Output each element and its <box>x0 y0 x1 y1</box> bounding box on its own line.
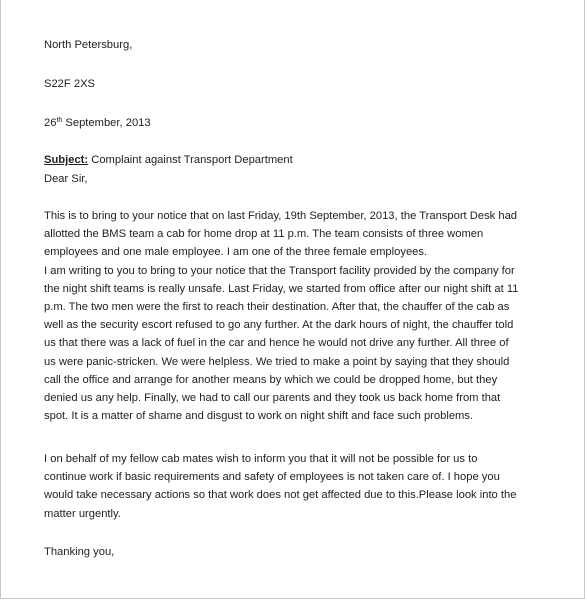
paragraph-line: continue work if basic requirements and safety of employees is not taken care of. I hope you <box>44 471 500 484</box>
address-postcode: S22F 2XS <box>44 78 95 90</box>
address-city: North Petersburg, <box>44 39 133 51</box>
paragraph-1 <box>44 207 519 425</box>
paragraph-line: spot. It is a matter of shame and disgust to work on night shift and face such problems. <box>44 410 474 423</box>
paragraph-line: p.m. The two men were the first to reach their destination. After that, the chauffer of the cab as <box>44 301 510 314</box>
paragraph-line: I am writing to you to bring to your notice that the Transport facility provided by the company for <box>44 264 515 277</box>
paragraph-line: This is to bring to your notice that on last Friday, 19th September, 2013, the Transport Desk had <box>44 210 518 222</box>
paragraph-line: call the office and arrange for another means by which we could be dropped home, but they <box>44 373 498 386</box>
date-rest: September, 2013 <box>62 117 151 129</box>
paragraph-line: would take necessary actions so that work does not get affected due to this.Please look into the <box>44 489 517 502</box>
salutation: Dear Sir, <box>44 173 88 185</box>
subject-text: Complaint against Transport Department <box>88 154 293 166</box>
letter-date <box>44 116 151 130</box>
paragraph-line: allotted the BMS team a cab for home drop at 11 p.m. The team consists of three women <box>44 228 484 241</box>
paragraph-line: us that there was a lack of fuel in the car and hence he would not drive any further. All three of <box>44 337 509 350</box>
date-day: 26 <box>44 117 57 129</box>
subject-label: Subject: <box>44 154 89 166</box>
paragraph-line: the night shift teams is really unsafe. Last Friday, we started from office after our night shift at 11 <box>44 282 519 295</box>
paragraph-line: matter urgently. <box>44 507 121 520</box>
paragraph-line: denied us any help. Finally, we had to call our parents and they took us back home from that <box>44 392 501 405</box>
subject-line <box>44 153 293 167</box>
date-suffix: th <box>56 117 63 124</box>
paragraph-2 <box>44 450 517 523</box>
closing: Thanking you, <box>44 546 115 558</box>
paragraph-line: us were panic-stricken. We were helpless. We tried to make a point by saying that they should <box>44 355 510 368</box>
paragraph-line: employees and one male employee. I am one of the three female employees. <box>44 246 428 259</box>
paragraph-line: well as the security escort refused to go any further. At the dark hours of night, the chauffer told <box>44 319 514 332</box>
paragraph-line: I on behalf of my fellow cab mates wish to inform you that it will not be possible for us to <box>44 453 478 465</box>
